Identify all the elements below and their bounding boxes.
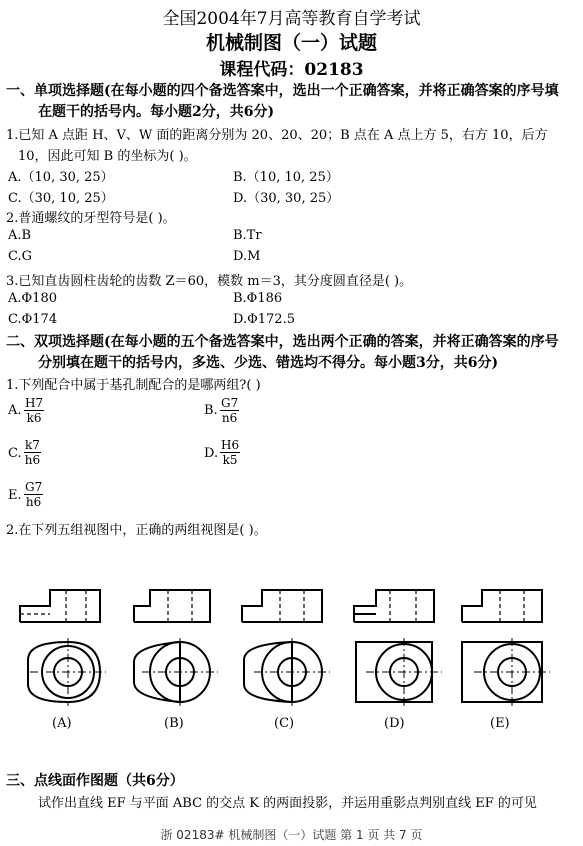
s2-q1-stem: 1.下列配合中属于基孔制配合的是哪两组?( ) bbox=[6, 378, 261, 393]
s2-q1-option-a-label: A. bbox=[8, 403, 22, 418]
view-label-b: (B) bbox=[164, 716, 184, 731]
s1-q1-stem-cont: 10，因此可知 B 的坐标为( )。 bbox=[18, 149, 197, 164]
fraction-denominator: k5 bbox=[222, 453, 238, 467]
view-label-a: (A) bbox=[52, 716, 72, 731]
view-group-a bbox=[20, 590, 106, 706]
s1-q3-option-c: C.Φ174 bbox=[8, 312, 58, 327]
s2-q1-option-a-fraction bbox=[24, 396, 44, 425]
view-label-e: (E) bbox=[490, 716, 510, 731]
s2-q1-option-c-label: C. bbox=[8, 446, 22, 461]
s1-q3-stem: 3.已知直齿圆柱齿轮的齿数 Z＝60，模数 m＝3，其分度圆直径是( )。 bbox=[6, 274, 413, 289]
s2-q1-option-d-fraction bbox=[220, 438, 240, 467]
fraction-numerator: G7 bbox=[25, 480, 43, 494]
s2-q1-option-e-label: E. bbox=[8, 488, 22, 503]
view-group-b bbox=[134, 590, 218, 706]
section2-heading: 二、双项选择题(在每小题的五个备选答案中，选出两个正确的答案，并将正确答案的序号 bbox=[6, 334, 559, 350]
section3-heading: 三、点线面作图题（共6分） bbox=[6, 773, 184, 789]
fraction-denominator: n6 bbox=[221, 411, 238, 425]
s2-q1-option-e-fraction bbox=[24, 480, 43, 509]
s1-q2-option-b: B.Tr bbox=[233, 228, 262, 243]
s1-q2-option-a: A.B bbox=[8, 228, 32, 243]
exam-subject-title: 机械制图（一）试题 bbox=[205, 32, 377, 54]
fraction-denominator: h6 bbox=[24, 453, 41, 467]
exam-title-line: 全国2004年7月高等教育自学考试 bbox=[162, 9, 421, 29]
course-code: 课程代码：02183 bbox=[219, 60, 364, 80]
s1-q3-option-a: A.Φ180 bbox=[8, 291, 57, 306]
page-footer: 浙 02183# 机械制图（一）试题 第 1 页 共 7 页 bbox=[160, 828, 423, 842]
s1-q2-option-c: C.G bbox=[8, 249, 33, 264]
s1-q1-option-a: A.（10, 30, 25） bbox=[8, 170, 114, 185]
s1-q2-option-d: D.M bbox=[233, 249, 261, 264]
view-label-d: (D) bbox=[384, 716, 405, 731]
fraction-numerator: G7 bbox=[221, 396, 239, 410]
s1-q1-option-d: D.（30, 30, 25） bbox=[233, 191, 340, 206]
fraction-numerator: H7 bbox=[25, 396, 44, 410]
s2-q1-option-c-fraction bbox=[24, 438, 41, 467]
s2-q2-stem: 2.在下列五组视图中，正确的两组视图是( )。 bbox=[6, 523, 267, 538]
s1-q1-option-c: C.（30, 10, 25） bbox=[8, 191, 114, 206]
section1-heading-cont: 在题干的括号内。每小题2分，共6分) bbox=[38, 104, 275, 120]
view-group-d bbox=[354, 590, 442, 706]
view-label-c: (C) bbox=[274, 716, 295, 731]
fraction-numerator: H6 bbox=[221, 438, 240, 452]
s1-q3-option-d: D.Φ172.5 bbox=[233, 312, 295, 327]
s2-q1-option-d-label: D. bbox=[204, 446, 219, 461]
section2-heading-cont: 分别填在题干的括号内，多选、少选、错选均不得分。每小题3分，共6分) bbox=[38, 355, 499, 371]
s2-q1-option-b-label: B. bbox=[204, 403, 218, 418]
view-group-c bbox=[242, 590, 330, 706]
section1-heading: 一、单项选择题(在每小题的四个备选答案中，选出一个正确答案，并将正确答案的序号填 bbox=[6, 83, 559, 99]
fraction-denominator: k6 bbox=[26, 411, 42, 425]
view-group-e bbox=[462, 590, 550, 706]
s1-q2-stem: 2.普通螺纹的牙型符号是( )。 bbox=[6, 211, 176, 226]
fraction-numerator: k7 bbox=[25, 438, 40, 452]
s1-q1-stem: 1.已知 A 点距 H、V、W 面的距离分别为 20、20、20；B 点在 A 点上方 5，右方 10，后方 bbox=[6, 128, 548, 143]
fraction-denominator: h6 bbox=[25, 495, 42, 509]
s1-q3-option-b: B.Φ186 bbox=[233, 291, 283, 306]
section3-text: 试作出直线 EF 与平面 ABC 的交点 K 的两面投影，并运用重影点判别直线 EF 的可见 bbox=[38, 796, 537, 811]
s1-q1-option-b: B.（10, 10, 25） bbox=[233, 170, 339, 185]
s2-q1-option-b-fraction bbox=[220, 396, 239, 425]
